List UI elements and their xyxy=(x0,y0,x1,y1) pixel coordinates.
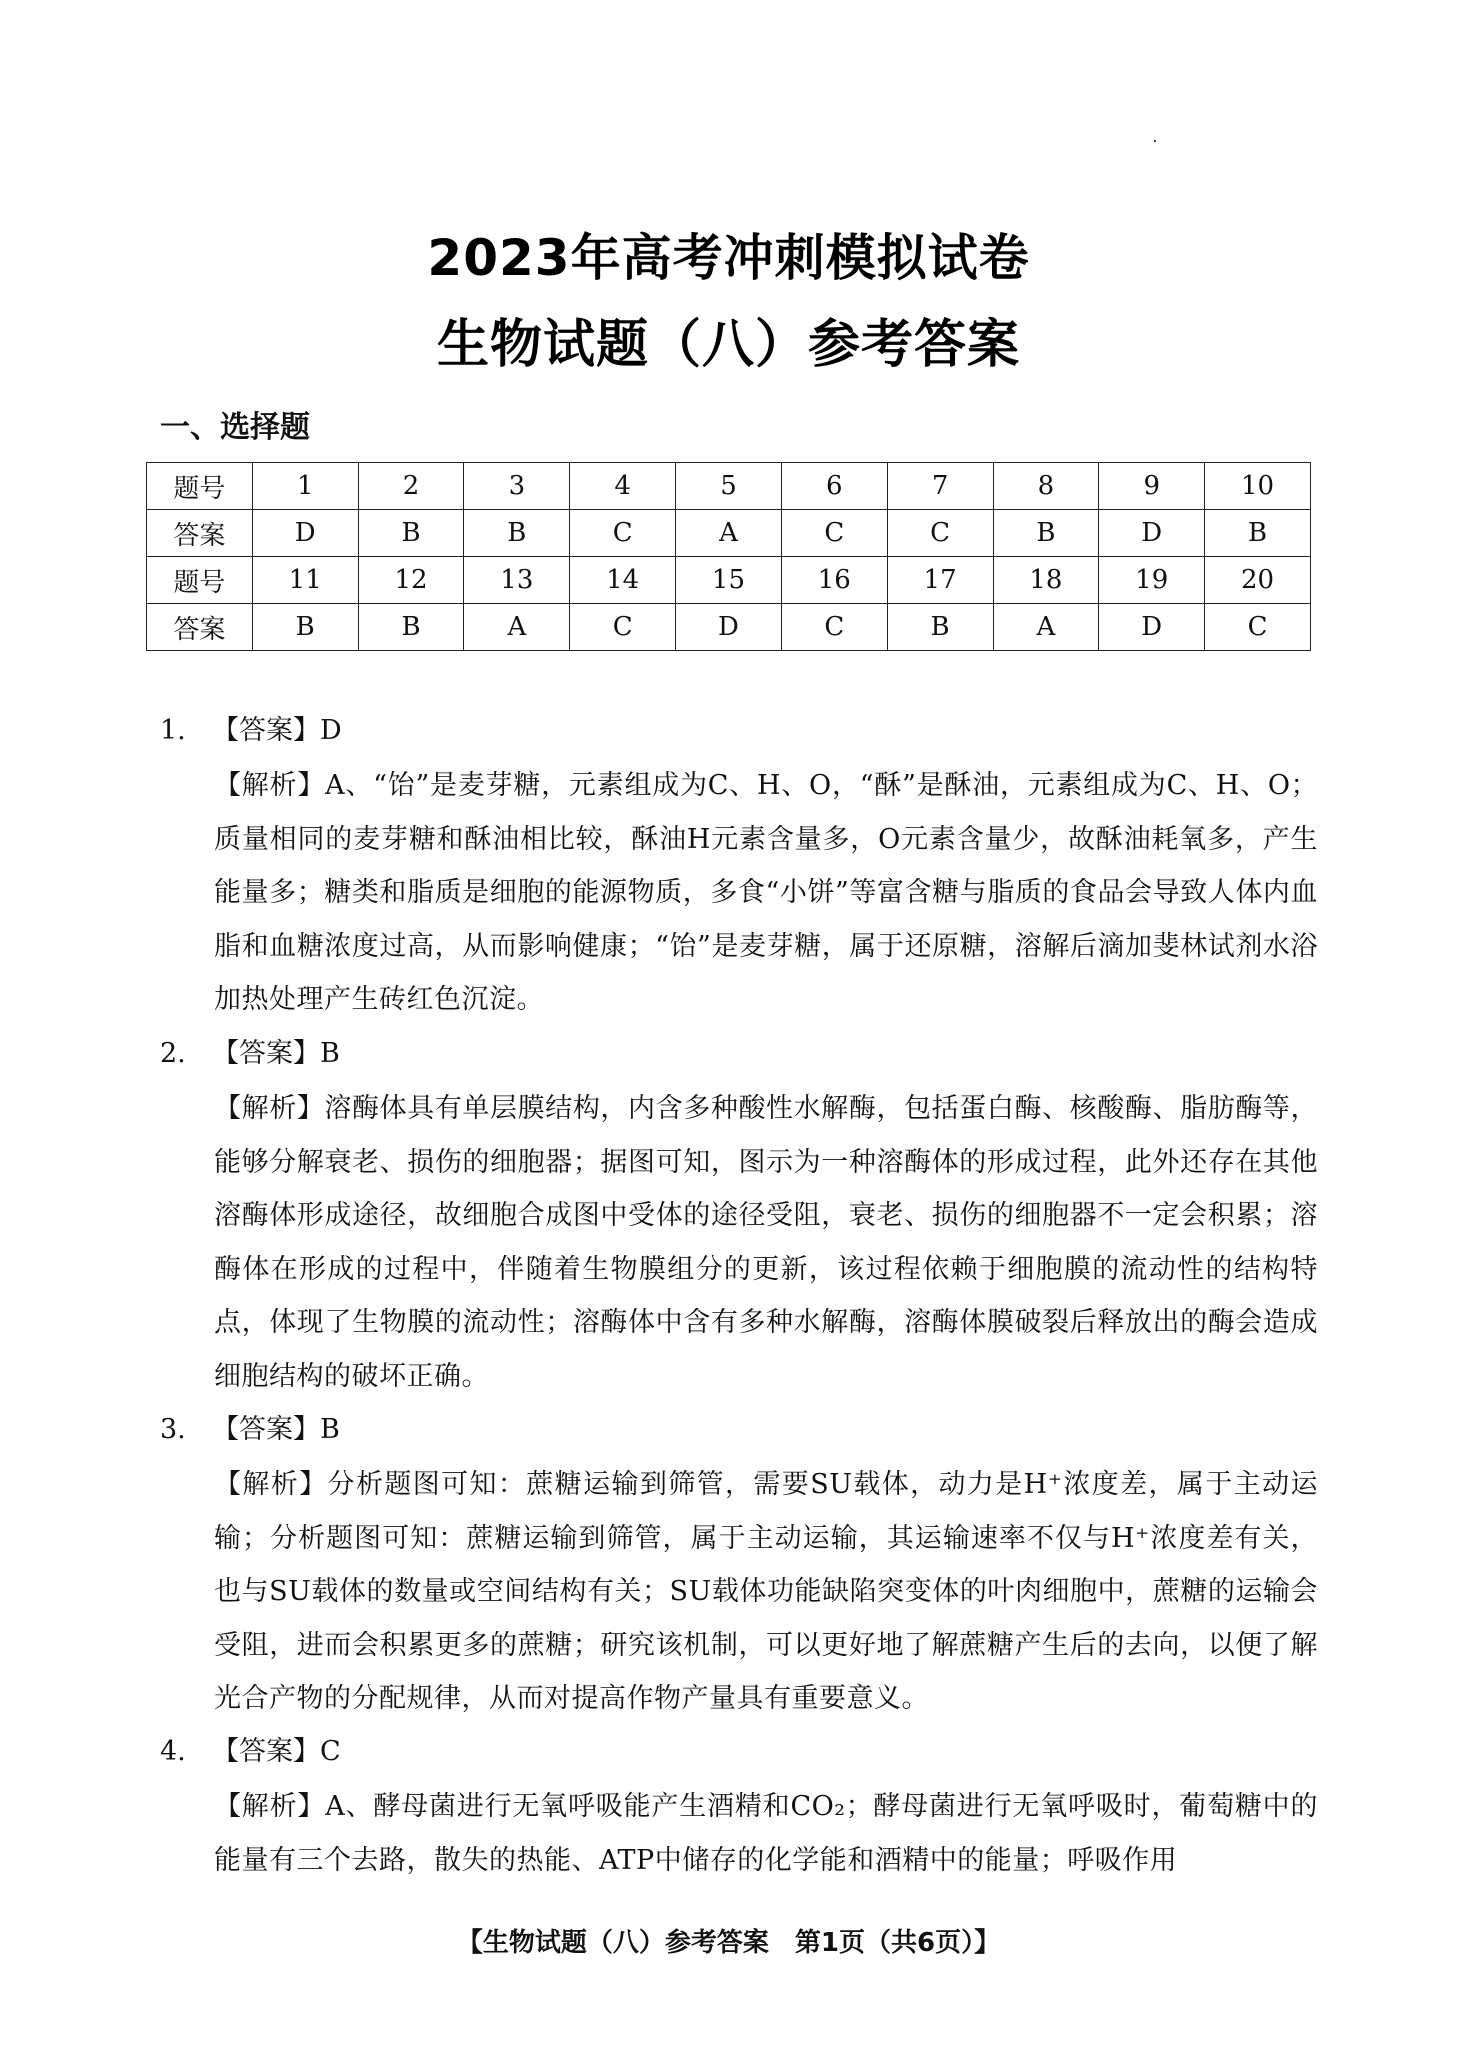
table-cell: C xyxy=(781,510,887,557)
question-3-answer-line xyxy=(160,1403,340,1457)
table-cell: 19 xyxy=(1099,557,1205,604)
question-answer: 【答案】B xyxy=(212,1038,340,1069)
question-4-answer-line xyxy=(160,1725,341,1779)
table-cell: 题号 xyxy=(147,463,253,510)
table-cell: 18 xyxy=(993,557,1099,604)
question-2-explanation: 【解析】溶酶体具有单层膜结构，内含多种酸性水解酶，包括蛋白酶、核酸酶、脂肪酶等，能够分解衰老、损伤的细胞器；据图可知，图示为一种溶酶体的形成过程，此外还存在其他溶酶体形成途径，故细胞合成图中受体的途径受阻，衰老、损伤的细胞器不一定会积累；溶酶体在形成的过程中，伴随着生物膜组分的更新，该过程依赖于细胞膜的流动性的结构特点，体现了生物膜的流动性；溶酶体中含有多种水解酶，溶酶体膜破裂后释放出的酶会造成细胞结构的破坏正确。 xyxy=(214,1093,1318,1392)
question-1-answer-line xyxy=(160,704,342,758)
table-cell: B xyxy=(993,510,1099,557)
table-cell: 2 xyxy=(358,463,464,510)
table-cell: 17 xyxy=(887,557,993,604)
table-cell: 14 xyxy=(570,557,676,604)
page-title: 2023年高考冲刺模拟试卷 xyxy=(427,229,1030,287)
question-answer: 【答案】B xyxy=(212,1414,340,1445)
table-cell: C xyxy=(781,604,887,651)
table-cell: 7 xyxy=(887,463,993,510)
table-row xyxy=(147,463,1311,510)
table-cell: 10 xyxy=(1205,463,1311,510)
page-subtitle: 生物试题（八）参考答案 xyxy=(436,315,1020,375)
table-cell: B xyxy=(358,604,464,651)
table-cell: C xyxy=(570,604,676,651)
table-cell: A xyxy=(676,510,782,557)
page-footer: 【生物试题（八）参考答案 第1页（共6页）】 xyxy=(456,1928,1001,1958)
table-cell: 答案 xyxy=(147,510,253,557)
table-cell: D xyxy=(1099,604,1205,651)
table-cell: 4 xyxy=(570,463,676,510)
table-cell: B xyxy=(358,510,464,557)
table-cell: 1 xyxy=(252,463,358,510)
section-heading: 一、选择题 xyxy=(160,410,310,445)
table-row xyxy=(147,557,1311,604)
question-answer: 【答案】D xyxy=(212,715,342,746)
table-cell: A xyxy=(464,604,570,651)
table-row xyxy=(147,510,1311,557)
table-cell: B xyxy=(464,510,570,557)
table-row xyxy=(147,604,1311,651)
question-4-explanation: 【解析】A、酵母菌进行无氧呼吸能产生酒精和CO₂；酵母菌进行无氧呼吸时，葡萄糖中的能量有三个去路，散失的热能、ATP中储存的化学能和酒精中的能量；呼吸作用 xyxy=(214,1791,1318,1876)
question-number: 3. xyxy=(160,1414,186,1445)
table-cell: 答案 xyxy=(147,604,253,651)
table-cell: 12 xyxy=(358,557,464,604)
table-cell: 20 xyxy=(1205,557,1311,604)
question-1-explanation: 【解析】A、“饴”是麦芽糖，元素组成为C、H、O，“酥”是酥油，元素组成为C、H、O；质量相同的麦芽糖和酥油相比较，酥油H元素含量多，O元素含量少，故酥油耗氧多，产生能量多；糖类和脂质是细胞的能源物质，多食“小饼”等富含糖与脂质的食品会导致人体内血脂和血糖浓度过高，从而影响健康；“饴”是麦芽糖，属于还原糖，溶解后滴加斐林试剂水浴加热处理产生砖红色沉淀。 xyxy=(214,770,1318,1015)
table-cell: 15 xyxy=(676,557,782,604)
table-cell: 11 xyxy=(252,557,358,604)
table-cell: D xyxy=(252,510,358,557)
table-cell: D xyxy=(676,604,782,651)
table-cell: 3 xyxy=(464,463,570,510)
table-cell: B xyxy=(252,604,358,651)
question-number: 2. xyxy=(160,1038,186,1069)
scan-speck xyxy=(1154,140,1156,142)
answer-table xyxy=(146,462,1311,651)
table-cell: C xyxy=(570,510,676,557)
table-cell: C xyxy=(1205,604,1311,651)
table-cell: 16 xyxy=(781,557,887,604)
question-number: 4. xyxy=(160,1736,186,1767)
question-answer: 【答案】C xyxy=(212,1736,341,1767)
table-cell: C xyxy=(887,510,993,557)
table-cell: 9 xyxy=(1099,463,1205,510)
table-cell: B xyxy=(1205,510,1311,557)
table-cell: 题号 xyxy=(147,557,253,604)
table-cell: 5 xyxy=(676,463,782,510)
table-cell: 13 xyxy=(464,557,570,604)
table-cell: D xyxy=(1099,510,1205,557)
table-cell: B xyxy=(887,604,993,651)
question-3-explanation: 【解析】分析题图可知：蔗糖运输到筛管，需要SU载体，动力是H⁺浓度差，属于主动运输；分析题图可知：蔗糖运输到筛管，属于主动运输，其运输速率不仅与H⁺浓度差有关，也与SU载体的数量或空间结构有关；SU载体功能缺陷突变体的叶肉细胞中，蔗糖的运输会受阻，进而会积累更多的蔗糖；研究该机制，可以更好地了解蔗糖产生后的去向，以便了解光合产物的分配规律，从而对提高作物产量具有重要意义。 xyxy=(214,1469,1318,1714)
question-2-answer-line xyxy=(160,1027,340,1081)
table-cell: 8 xyxy=(993,463,1099,510)
table-cell: 6 xyxy=(781,463,887,510)
question-number: 1. xyxy=(160,715,186,746)
table-cell: A xyxy=(993,604,1099,651)
